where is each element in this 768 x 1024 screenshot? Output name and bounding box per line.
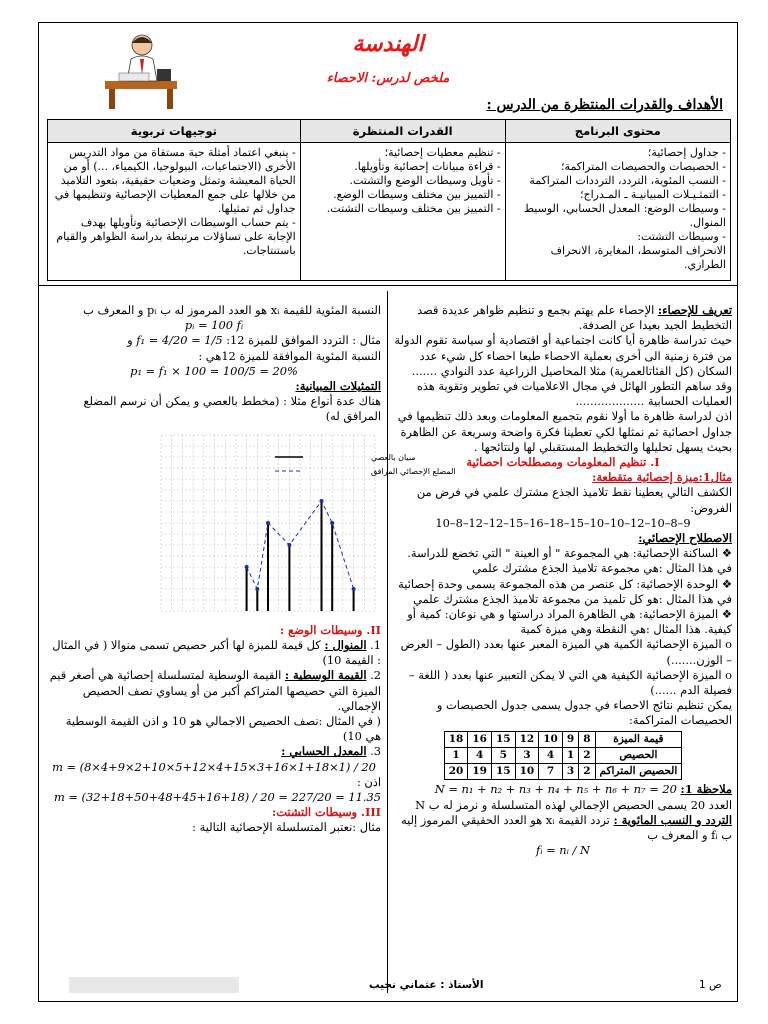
table-cell: 3 [562, 764, 578, 780]
section-separator [39, 285, 737, 286]
page-label: ص [709, 979, 722, 991]
table-cell: 5 [492, 747, 516, 763]
table-cell: 15 [492, 764, 516, 780]
median-text: القيمة الوسطية لمتسلسلة إحصائية هي أصغر قيم الميزة التي حصيصها المتراكم أكبر من أو يساوي نصف الحصيص الإجمالي. [49, 668, 381, 713]
median-label: القيمة الوسطية : [284, 668, 367, 683]
example-frequency: مثال : التردد الموافق للميزة 12: [226, 333, 381, 348]
guidance-item: - ينبغي اعتماد أمثلة حية مستقاة من مواد التدريس الأخرى (الاجتماعيات، البيولوجيا، الكيمياء، ...) أو من الحياة المعيشة وتمثل وضعيات حقيقية، بتعود التلاميذ من خلالها على جمع المعطيات الإحصائية وتنظيمها في جداول ثم تمثيلها. [54, 146, 296, 215]
paragraph: حيث تدراسة ظاهرة أيا كانت اجتماعية أو اقتصادية أو سياسة تقوم الدولة من فترة زمنية الى أخرى بعملية الاحصاء طبعا احصاء كل شيء عدد السكان (كل الفئاتالعمرية) مثلا المحاصيل الزراعية عدد النوادي ....... [394, 333, 732, 378]
program-item: الانحراف المتوسط، المغايرة، الانحراف الطرازي. [550, 244, 726, 271]
mode-label: المنوال : [324, 638, 367, 653]
example-frequency-formula: f₁ = 4/20 = 1/5 [136, 333, 223, 348]
right-column [394, 303, 732, 858]
section-heading-1: I. تنظيم المعلومات ومصطلحات احصائية [466, 455, 660, 470]
program-item: - وسيطات التشتت: [637, 230, 726, 243]
guidance-item: - يتم حساب الوسيطات الإحصائية وتأويلها بهدف الإجابة على تساؤلات مرتبطة بدراسة الظواهر والقيام باستنتاجات. [56, 216, 296, 257]
row-label: الحصيص المتراكم [595, 764, 682, 780]
median-example: ( في المثال :نصف الحصيص الاجمالي هو 10 و اذن القيمة الوسطية هي 10) [65, 714, 381, 744]
table-cell: 1 [562, 747, 578, 763]
term: o الميزة الإحصائية الكيفية هي التي لا يمكن التعبير عنها بعدد ( اللغة – فصيلة الدم ......) [408, 667, 732, 698]
polygon-point [266, 521, 270, 525]
objectives-table [47, 119, 731, 281]
frequency-table [444, 731, 683, 781]
polygon-point [320, 499, 324, 503]
score-list: 10–8–12–12–15–16–18–15–10–10–12–10–8–9 [435, 515, 691, 530]
paragraph: اذن لدراسة ظاهرة ما أولا نقوم بتجميع المعلومات وبعد ذلك تنظيمها في جداول احصائية ثم نمثلها لكي تعطينا فكرة واضحة وسريعة عن الظاهرة بحيث يسهل تحليلها والتخطيط المستقبلي لها ولنتائجها . [397, 409, 732, 454]
program-item: - وسيطات الوضع: المعدل الحسابي، الوسيط المنوال. [523, 202, 726, 229]
footer [39, 977, 737, 995]
polygon-point [255, 587, 259, 591]
polygon-point [287, 543, 291, 547]
charts-text: هناك عدة أنواع مثلا : (مخطط بالعصي و يمكن أن نرسم المضلع المرافق له) [83, 394, 381, 424]
term: ❖ الميزة الإحصائية: هي الظاهرة المراد دراستها و هي نوعان: كمية أو كيفية. هذا المثال :هي النقطة وهي ميزة كمية [407, 607, 732, 637]
conjunction: و [127, 333, 133, 348]
section-heading-3: III. وسيطات التشتت: [272, 805, 381, 820]
col-header-program: محتوى البرنامج [505, 120, 730, 143]
footer-box [69, 977, 239, 993]
mean-formula-2: m = (32+18+50+48+45+16+18) / 20 = 227/20 = 11.35 [53, 790, 381, 805]
goals-heading: الأهداف والقدرات المنتظرة من الدرس : [486, 97, 723, 113]
table-cell: 16 [468, 731, 492, 747]
ability-item: - قراءة مبيانات إحصائية وتأويلها. [354, 160, 501, 173]
dispersion-text: مثال :نعتبر المتسلسلة الإحصائية التالية : [192, 820, 381, 835]
table-cell: 2 [579, 764, 595, 780]
polygon-point [330, 521, 334, 525]
note-label: ملاحظة 1: [680, 782, 732, 797]
mode-text: كل قيمة للميزة لها أكبر حصيص تسمى منوالا ( في المثال : القيمة 10) [52, 638, 381, 668]
row-label: قيمة الميزة [595, 731, 682, 747]
percent-formula: pᵢ = 100 fᵢ [184, 318, 244, 333]
frequency-text: تردد القيمة xᵢ هو العدد الحقيقي المرموز إليه ب fᵢ و المعرف ب [400, 812, 732, 842]
teacher-name: الأستاذ : عثماني نجيب [369, 979, 484, 991]
table-cell: 4 [539, 747, 563, 763]
page-indicator [699, 979, 722, 991]
paragraph: وقد ساهم التطور الهائل في مجال الاعلاميات في تطوير وتقوية هذه العمليات الحسابية ................... [416, 379, 732, 409]
program-item: - التمثـيـلات المبيانيـة ـ المـدراج؛ [579, 188, 726, 201]
legend-label-polygon: المضلع الإحصائي المرافق [371, 466, 456, 476]
charts-heading: التمثيلات المبيانية: [295, 379, 381, 394]
term: ❖ الساكنة الإحصائية: هي المجموعة " أو العينة " التي تخضع للدراسة. في هذا المثال :هي مجموعة تلاميذ الجذع مشترك علمي [407, 546, 732, 576]
table-cell: 3 [515, 747, 539, 763]
example-1-heading: مثال1:ميزة إحصائية متقطعة: [592, 470, 732, 485]
example-text: الكشف التالي يعطينا نقط تلاميذ الجذع مشترك علمي في فرض من الفروض: [416, 485, 732, 515]
left-column: النسبة المئوية للقيمة xᵢ هو العدد المرموز له ب pᵢ و المعرف ب pᵢ = 100 fᵢ مثال : التردد الموافق للميزة 12: f₁ = 4/20 = 1/5 و النسبة المئوية الموافقة للميزة 12هي : p₁ = f₁ × 100 = 100/5 = 20% التمثيلات المبيانية: هناك عدة أنواع مثلا : (مخطط بالعصي و يمكن أن نرسم المضلع المرافق له) مبيان بالعصي المضلع الإحصائي المرافق II. وسيطات الوضع : 1. المنوال : كل قيمة للميزة لها أكبر حصيص تسمى منوالا ( في المثال : القيمة 10) 2. القيمة الوسطية : القيمة الوسطية لمتسلسلة إحصائية هي أصغر قيم الميزة التي حصيصها المتراكم أكبر من أو يساوي نصف الحصيص الإجمالي. ( في المثال :نصف الحصيص الاجمالي هو 10 و اذن القيمة الوسطية هي 10) 3. المعدل الحسابي : m = (8×4+9×2+10×5+12×4+15×3+16×1+18×1) / 20 اذن : m = (32+18+50+48+45+16+18) / 20 = 227/20 = 11.35 III. وسيطات التشتت: مثال :نعتبر المتسلسلة الإحصائية التالية : [47, 303, 381, 836]
bar-chart [151, 429, 456, 619]
note-text: العدد 20 يسمى الحصيص الإجمالي لهذه المتسلسلة و نرمز له ب N [415, 797, 732, 812]
header [39, 23, 737, 115]
term: ❖ الوحدة الإحصائية: كل عنصر من هذه المجموعة يسمى وحدة إحصائية في هذا المثال :هو كل تلميذ من مجموعة تلاميذ الجذع مشترك علمي [398, 576, 732, 606]
percent-example-text: النسبة المئوية الموافقة للميزة 12هي : [198, 348, 381, 363]
page-title: الهندسة [352, 31, 424, 57]
abilities-cell [300, 143, 505, 281]
table-cell: 10 [515, 764, 539, 780]
table-cell: 1 [444, 747, 468, 763]
polygon-point [245, 565, 249, 569]
definition-text: الإحصاء علم يهتم بجمع و تنظيم ظواهر عديدة قصد التخطيط الجيد بعيدا عن الصدفة. [417, 303, 732, 333]
frequency-label: التردد و النسب المائوية : [613, 812, 732, 827]
program-cell [505, 143, 730, 281]
table-cell: 19 [468, 764, 492, 780]
ability-item: - التمييز بين مختلف وسيطات التشتت. [326, 202, 501, 215]
ability-item: - التمييز بين مختلف وسيطات الوضع. [333, 188, 501, 201]
program-item: - النسب المئوية، التردد، الترددات المتراكمة [529, 174, 726, 187]
note-formula: N = n₁ + n₂ + n₃ + n₄ + n₅ + n₆ + n₇ = 20 [434, 782, 677, 797]
page-number: 1 [699, 979, 706, 991]
page-subtitle: ملخص لدرس: الاحصاء [326, 71, 450, 86]
table-cell: 10 [539, 731, 563, 747]
percent-text: النسبة المئوية للقيمة xᵢ هو العدد المرموز له ب pᵢ و المعرف ب [83, 303, 381, 317]
worksheet-page [38, 22, 738, 1002]
definition-label: تعريف للإحصاء: [657, 303, 732, 317]
table-cell: 12 [515, 731, 539, 747]
ability-item: - تأويل وسيطات الوضع والتشتت. [349, 174, 501, 187]
table-cell: 18 [444, 731, 468, 747]
table-cell: 9 [562, 731, 578, 747]
table-cell: 4 [468, 747, 492, 763]
paragraph: يمكن تنظيم نتائج الاحصاء في جدول يسمى جدول الحصيصات و الحصيصات المتراكمة: [436, 698, 732, 728]
guidance-cell [48, 143, 301, 281]
table-cell: 8 [579, 731, 595, 747]
program-item: - جداول إحصائية؛ [647, 146, 726, 159]
ability-item: - تنظيم معطيات إحصائية؛ [384, 146, 501, 159]
mean-then: اذن : [356, 774, 381, 789]
table-cell: 20 [444, 764, 468, 780]
section-heading-2: II. وسيطات الوضع : [279, 622, 381, 637]
terms-heading: الاصطلاح الإحصائي: [638, 531, 732, 546]
program-item: - الحصيصات والحصيصات المتراكمة؛ [561, 160, 726, 173]
frequency-formula: fᵢ = nᵢ / N [536, 843, 590, 858]
col-header-guidance: توجيهات تربوية [48, 120, 301, 143]
row-label: الحصيص [595, 747, 682, 763]
mean-label: المعدل الحسابي : [281, 744, 367, 759]
table-cell: 7 [539, 764, 563, 780]
legend-label-bars: مبيان بالعصي [371, 452, 416, 462]
mean-formula-1: m = (8×4+9×2+10×5+12×4+15×3+16×1+18×1) / 20 [52, 759, 376, 774]
polygon-point [352, 587, 356, 591]
table-cell: 15 [492, 731, 516, 747]
col-header-abilities: القدرات المنتظرة [300, 120, 505, 143]
percent-example-formula: p₁ = f₁ × 100 = 100/5 = 20% [130, 363, 298, 378]
term: o الميزة الإحصائية الكمية هي الميزة المعبر عنها بعدد (الطول – العرض – الوزن.......) [400, 637, 732, 667]
table-cell: 2 [579, 747, 595, 763]
column-divider [387, 291, 388, 993]
